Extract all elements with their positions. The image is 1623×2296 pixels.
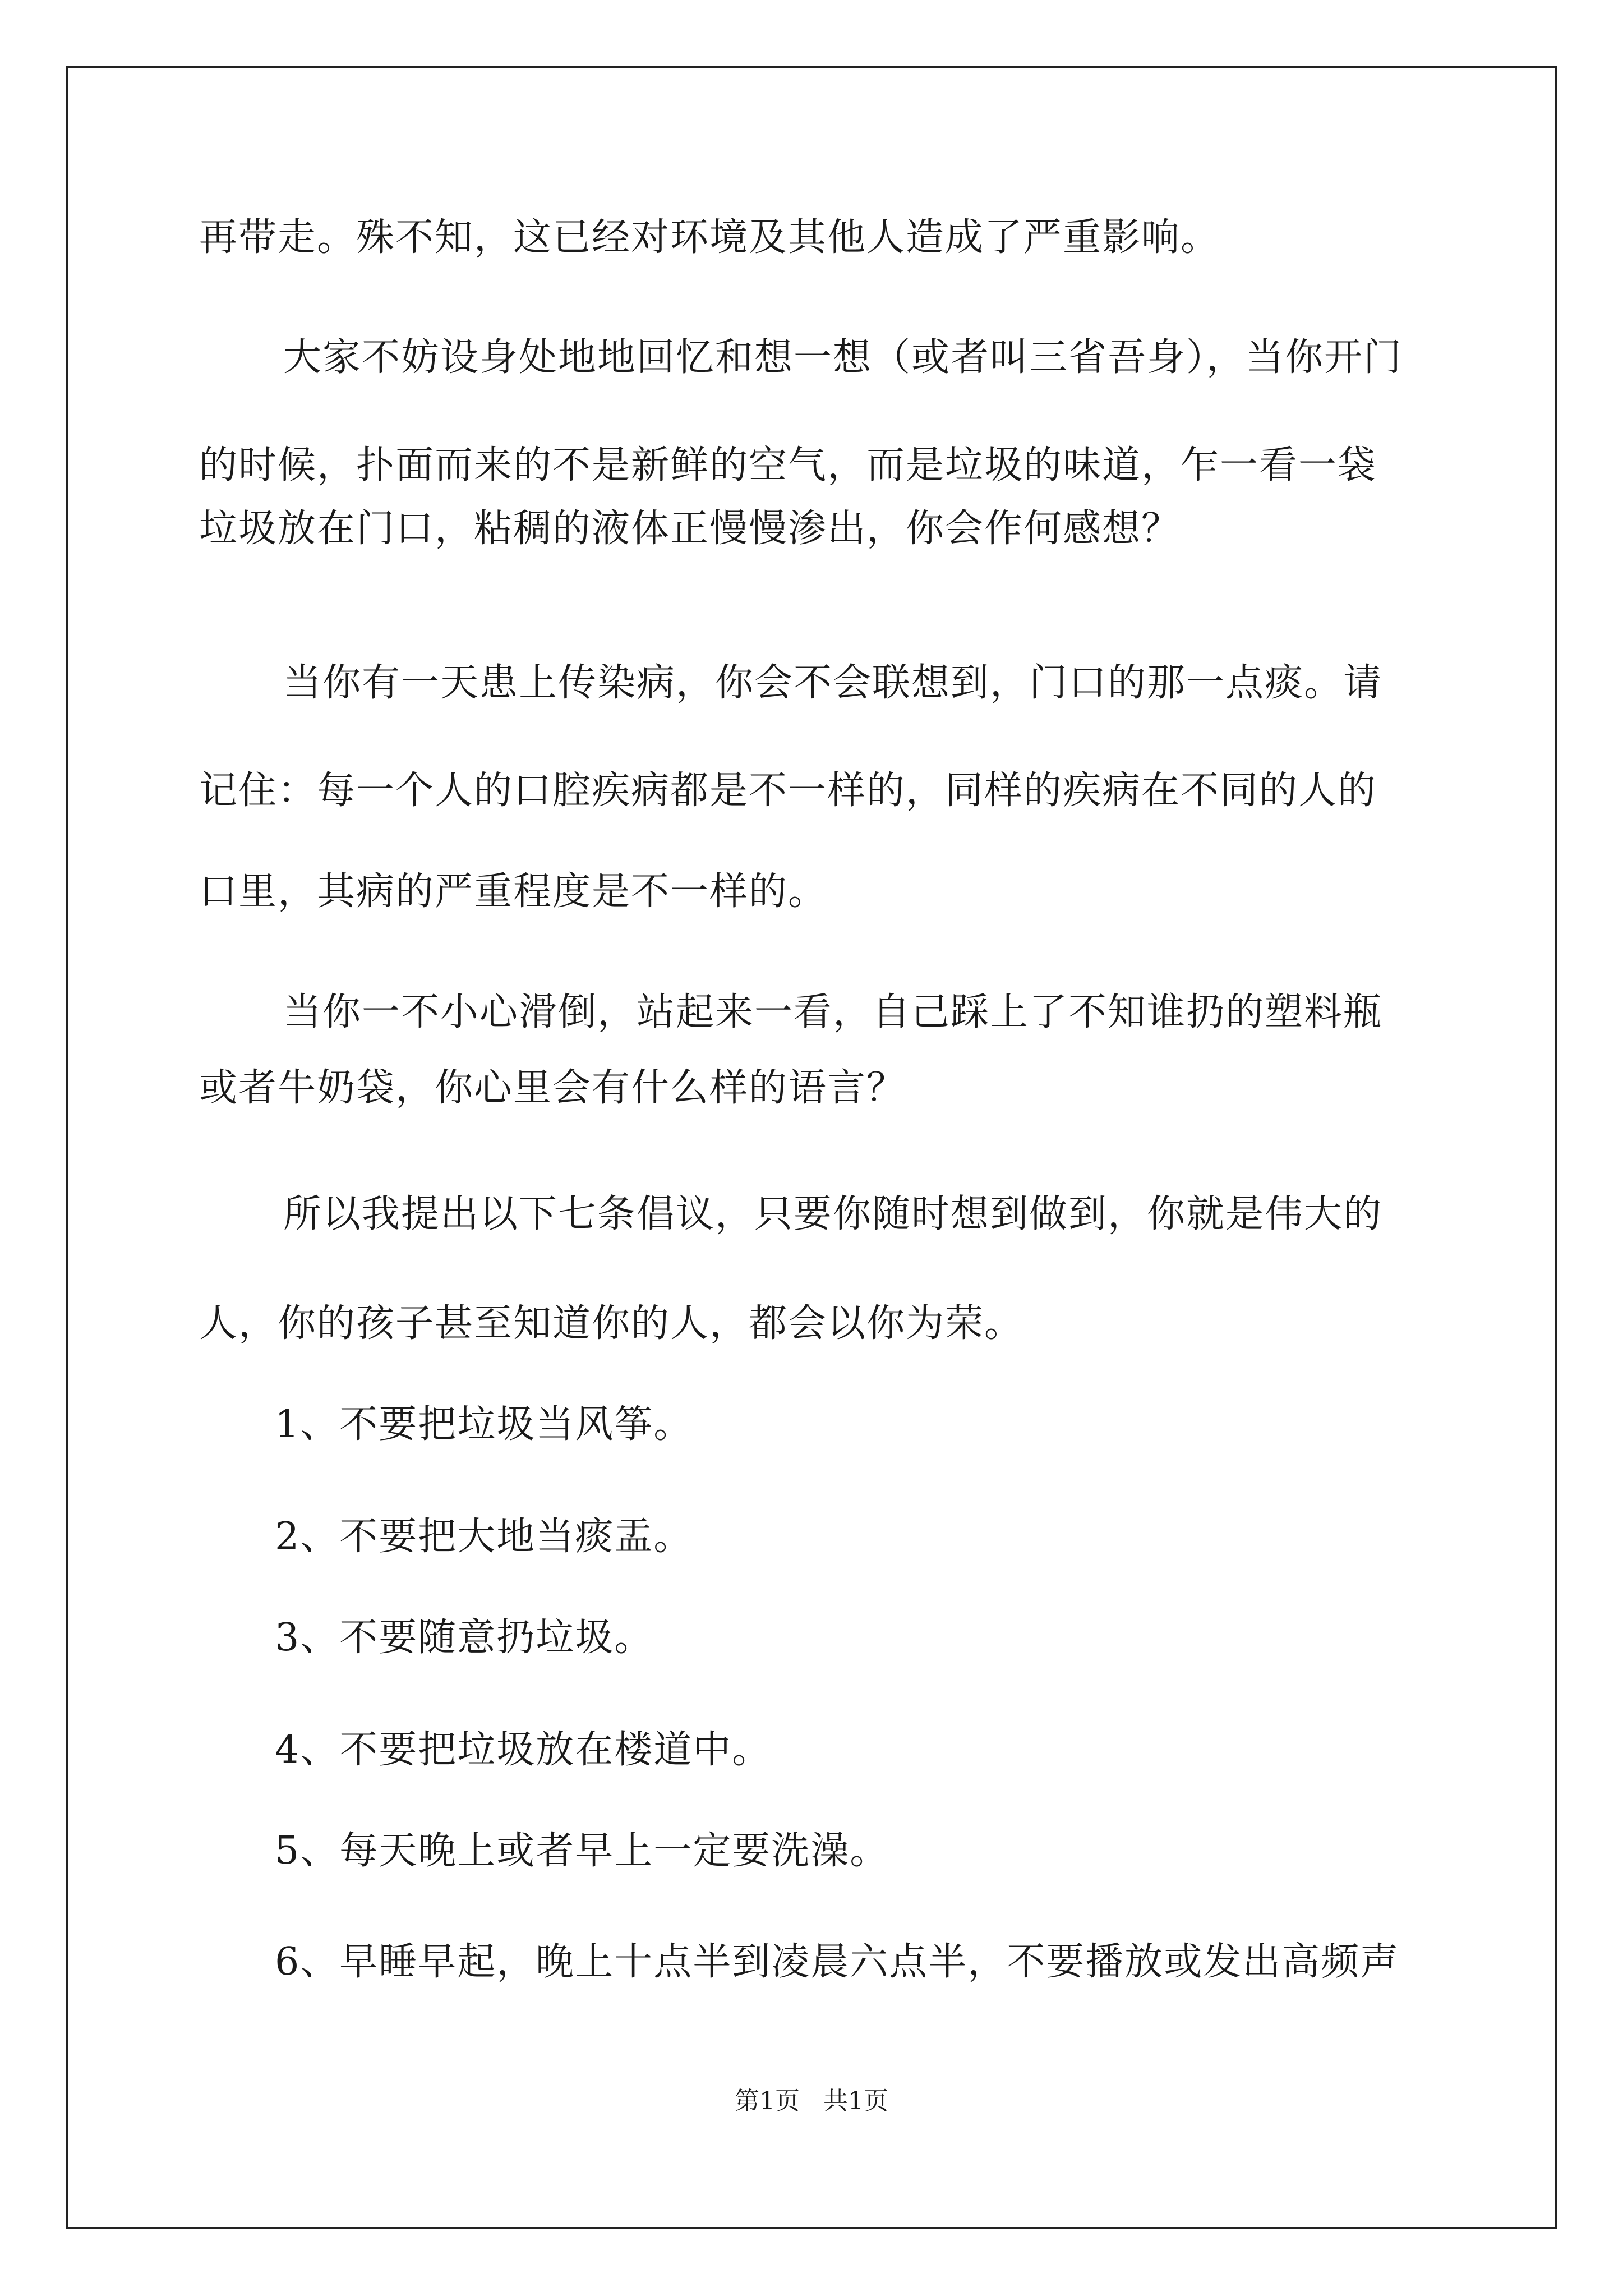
page-total: 共1页	[823, 2087, 888, 2115]
list-item: 5、每天晚上或者早上一定要洗澡。	[275, 1829, 889, 1873]
text-line: 的时候，扑面而来的不是新鲜的空气，而是垃圾的味道，乍一看一袋	[199, 443, 1377, 487]
text-line: 当你有一天患上传染病，你会不会联想到，门口的那一点痰。请	[283, 661, 1383, 705]
list-item: 1、不要把垃圾当风筝。	[275, 1402, 693, 1447]
text-line: 垃圾放在门口，粘稠的液体正慢慢渗出，你会作何感想？	[199, 507, 1181, 551]
text-line: 人，你的孩子甚至知道你的人，都会以你为荣。	[199, 1301, 1024, 1346]
text-line: 所以我提出以下七条倡议，只要你随时想到做到，你就是伟大的	[283, 1192, 1383, 1236]
text-line: 当你一不小心滑倒，站起来一看，自己踩上了不知谁扔的塑料瓶	[283, 990, 1383, 1034]
page-footer	[0, 2086, 1623, 2117]
list-item: 6、早睡早起，晚上十点半到凌晨六点半，不要播放或发出高频声	[275, 1940, 1400, 1984]
text-line: 记住：每一个人的口腔疾病都是不一样的，同样的疾病在不同的人的	[199, 769, 1377, 813]
page-number: 第1页	[735, 2087, 800, 2115]
text-line: 大家不妨设身处地地回忆和想一想（或者叫三省吾身），当你开门	[283, 335, 1403, 380]
list-item: 2、不要把大地当痰盂。	[275, 1515, 693, 1559]
text-line: 或者牛奶袋，你心里会有什么样的语言？	[199, 1066, 906, 1110]
list-item: 4、不要把垃圾放在楼道中。	[275, 1728, 772, 1772]
page-border	[66, 66, 1557, 2229]
list-item: 3、不要随意扔垃圾。	[275, 1616, 654, 1660]
text-line: 再带走。殊不知，这已经对环境及其他人造成了严重影响。	[199, 215, 1220, 260]
text-line: 口里，其病的严重程度是不一样的。	[199, 869, 828, 914]
